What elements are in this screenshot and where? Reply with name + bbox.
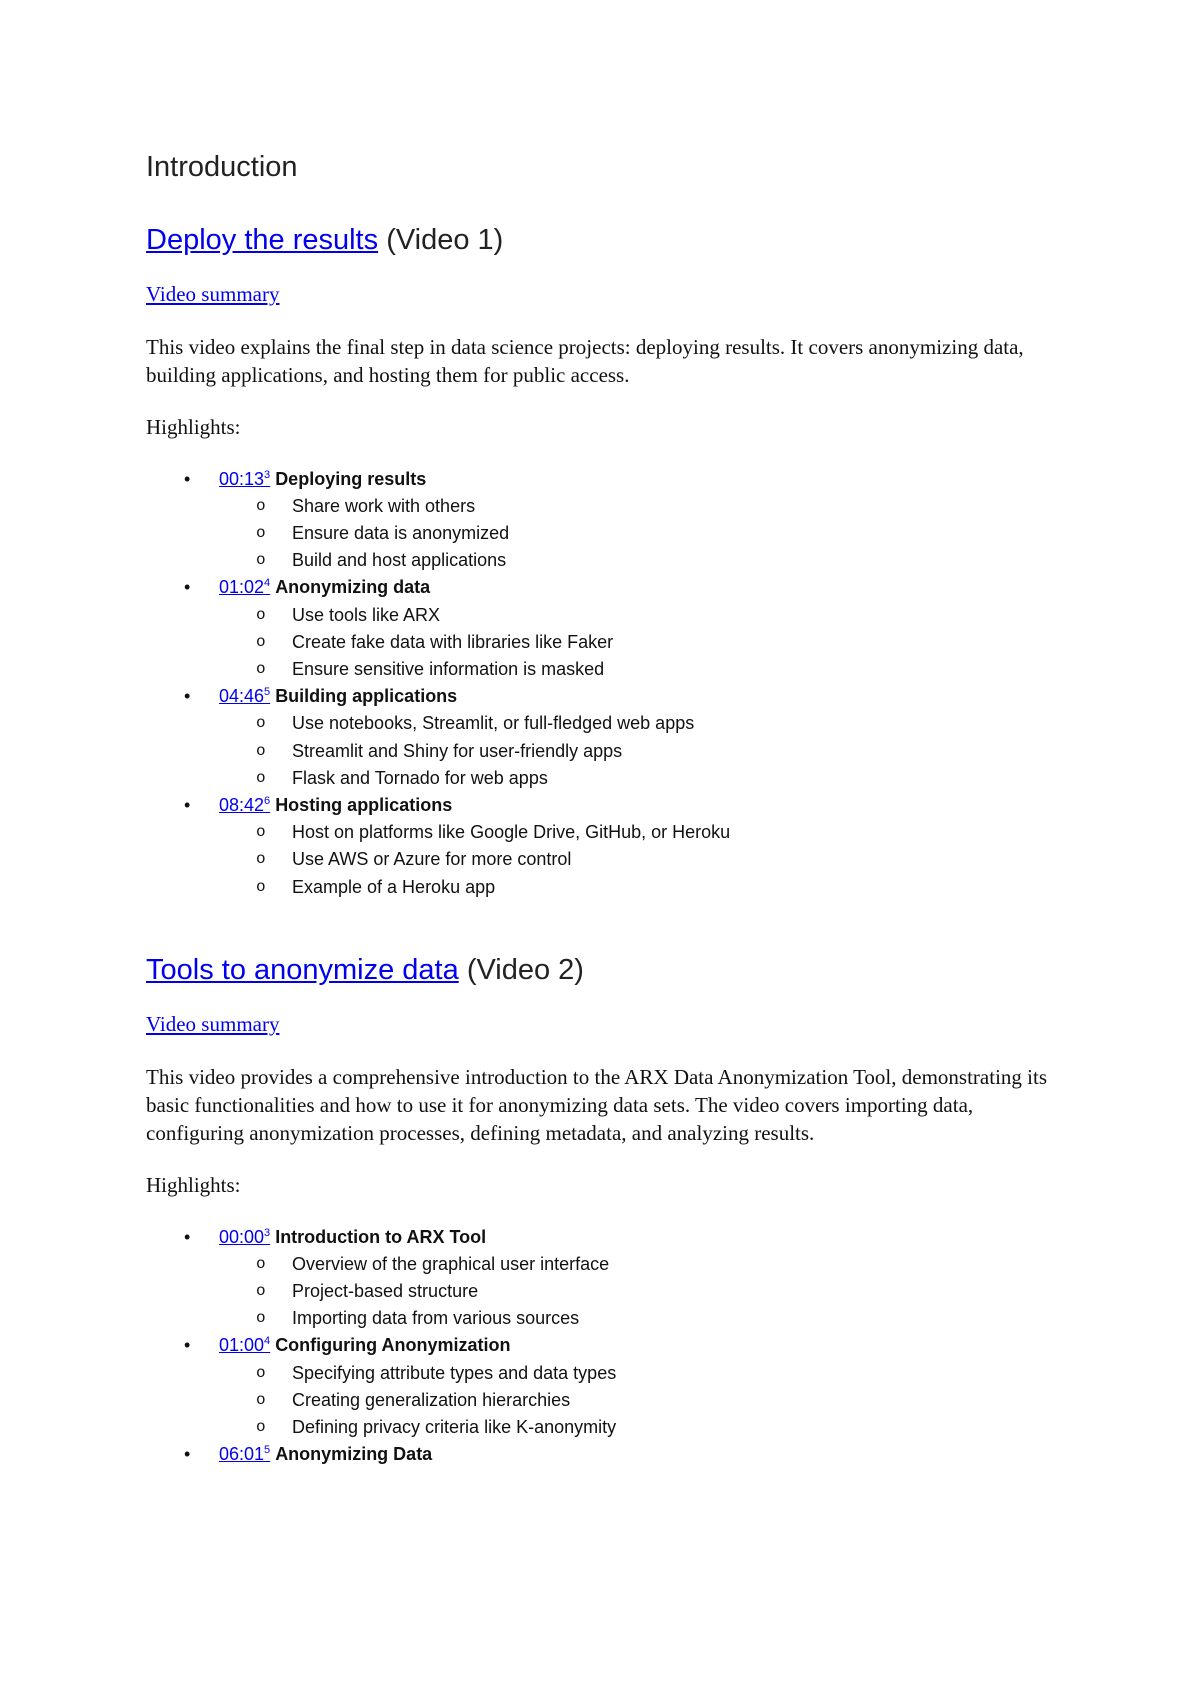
sub-item: o Importing data from various sources [219,1305,1066,1332]
highlight-item [146,1441,1066,1468]
timestamp-link[interactable]: 00:13$^3$ [219,468,271,489]
sub-item: o Use notebooks, Streamlit, or full-fledged web apps [219,710,1066,737]
highlight-item [146,466,1066,575]
highlight-title: Building applications [275,686,458,707]
highlight-title: Deploying results [275,468,427,489]
video1-summary-link[interactable]: Video summary [146,281,280,306]
video1-section [146,223,1066,901]
timestamp-link[interactable]: 00:00$^3$ [219,1226,271,1247]
document-page [146,150,1066,1468]
sub-item: o Specifying attribute types and data types [219,1360,1066,1387]
sub-item: o Share work with others [219,493,1066,520]
video1-summary: This video explains the final step in data science projects: deploying results. It covers anonymizing data, building applications, and hosting them for public access. [146,334,1024,387]
highlight-item [146,1224,1066,1333]
highlight-title: Anonymizing Data [275,1444,433,1465]
highlight-item [146,1332,1066,1441]
video2-suffix: (Video 2) [466,953,584,986]
highlight-item [146,792,1066,901]
highlight-title: Anonymizing data [275,577,431,598]
sub-item: o Example of a Heroku app [219,874,1066,901]
video1-highlights-list [146,466,1066,901]
timestamp-link[interactable]: 01:00$^4$ [219,1335,271,1356]
video2-title-link[interactable]: Tools to anonymize data [146,953,459,986]
sub-item: o Use tools like ARX [219,602,1066,629]
video2-heading [146,953,1066,988]
video1-suffix: (Video 1) [386,223,504,256]
highlight-title: Introduction to ARX Tool [275,1226,487,1247]
sub-item: o Create fake data with libraries like Faker [219,629,1066,656]
sub-item: o Streamlit and Shiny for user-friendly apps [219,738,1066,765]
sub-item: o Creating generalization hierarchies [219,1387,1066,1414]
timestamp-link[interactable]: 01:02$^4$ [219,577,271,598]
video2-summary-link[interactable]: Video summary [146,1011,280,1036]
sub-item: o Build and host applications [219,547,1066,574]
highlight-title: Hosting applications [275,795,453,816]
video1-heading [146,223,1066,258]
video1-title-link[interactable]: Deploy the results [146,223,379,256]
video2-section [146,953,1066,1469]
highlight-title: Configuring Anonymization [275,1335,511,1356]
sub-item: o Host on platforms like Google Drive, GitHub, or Heroku [219,819,1066,846]
sub-item: o Defining privacy criteria like K-anonymity [219,1414,1066,1441]
video2-summary: This video provides a comprehensive introduction to the ARX Data Anonymization Tool, demonstrating its basic functionalities and how to use it for anonymizing data sets. The video covers importing data, configuring anonymization processes, defining metadata, and analyzing results. [146,1064,1048,1145]
timestamp-link[interactable]: 04:46$^5$ [219,686,271,707]
sub-item: o Flask and Tornado for web apps [219,765,1066,792]
sub-item: o Ensure data is anonymized [219,520,1066,547]
timestamp-link[interactable]: 08:42$^6$ [219,795,271,816]
sub-item: o Ensure sensitive information is masked [219,656,1066,683]
sub-item: o Overview of the graphical user interface [219,1251,1066,1278]
highlight-item [146,683,1066,792]
sub-item: o Use AWS or Azure for more control [219,846,1066,873]
sub-item: o Project-based structure [219,1278,1066,1305]
video2-highlights-list [146,1224,1066,1469]
highlight-item [146,574,1066,683]
video1-highlights-label: Highlights: [146,414,241,439]
video2-highlights-label: Highlights: [146,1172,241,1197]
timestamp-link[interactable]: 06:01$^5$ [219,1444,271,1465]
introduction-heading: Introduction [146,151,298,183]
